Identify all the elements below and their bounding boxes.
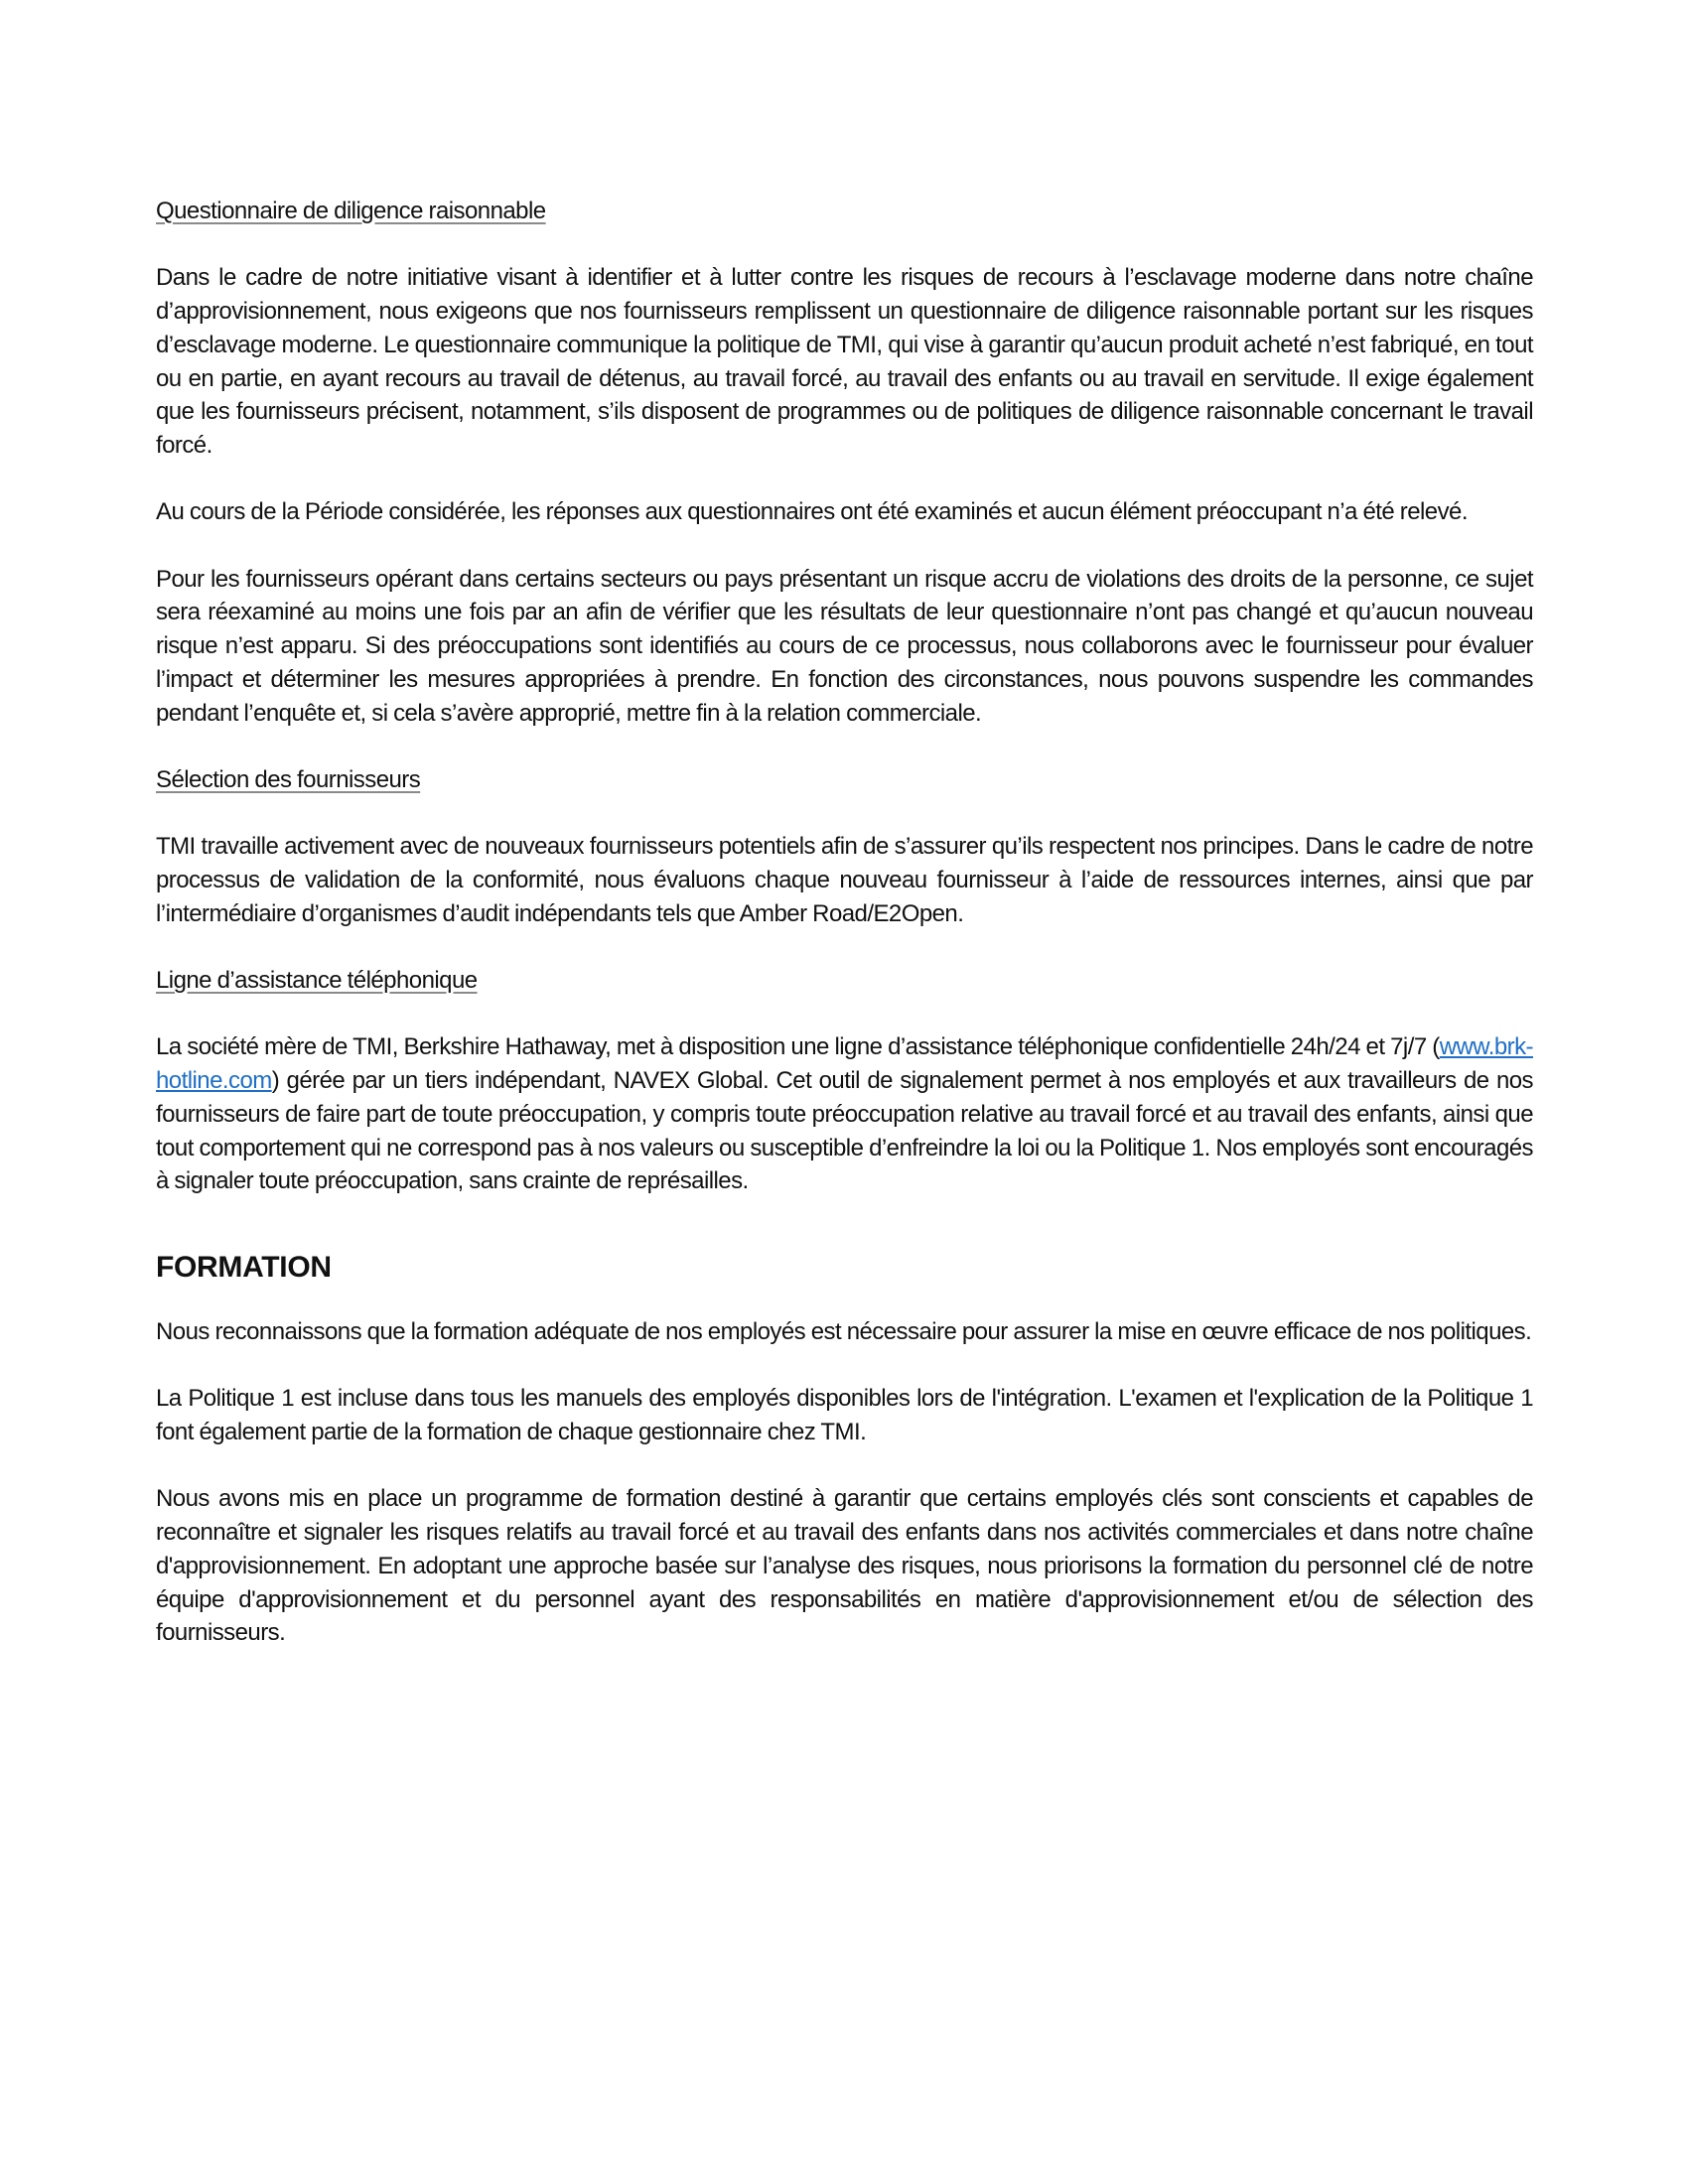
supplier-selection-paragraph: TMI travaille activement avec de nouveaux fournisseurs potentiels afin de s’assurer qu’ils respectent nos principes. Dans le cadre de notre processus de validation de la conformité, nous évaluons chaque nouveau fournisseur à l’aide de ressources internes, ainsi que par l’intermédiaire d’organismes d’audit indépendants tels que Amber Road/E2Open. [156, 833, 1533, 927]
questionnaire-heading: Questionnaire de diligence raisonnable [156, 198, 546, 224]
hotline-heading: Ligne d’assistance téléphonique [156, 967, 478, 995]
document-page [156, 195, 1533, 1684]
questionnaire-paragraph-1: Dans le cadre de notre initiative visant à identifier et à lutter contre les risques de recours à l’esclavage moderne dans notre chaîne d’approvisionnement, nous exigeons que nos fournisseurs remplissent un questionnaire de diligence raisonnable portant sur les risques d’esclavage moderne. Le questionnaire communique la politique de TMI, qui vise à garantir qu’aucun produit acheté n’est fabriqué, en tout ou en partie, en ayant recours au travail de détenus, au travail forcé, au travail des enfants ou au travail en servitude. Il exige également que les fournisseurs précisent, notamment, s’ils disposent de programmes ou de politiques de diligence raisonnable concernant le travail forcé. [156, 264, 1533, 459]
formation-paragraph-2: La Politique 1 est incluse dans tous les manuels des employés disponibles lors de l'intégration. L'examen et l'explication de la Politique 1 font également partie de la formation de chaque gestionnaire chez TMI. [156, 1385, 1533, 1446]
supplier-selection-heading: Sélection des fournisseurs [156, 765, 421, 793]
hotline-text-before-link: La société mère de TMI, Berkshire Hathaway, met à disposition une ligne d’assistance téléphonique confidentielle 24h/24 et 7j/7 ( [156, 1033, 1440, 1061]
formation-paragraph-1: Nous reconnaissons que la formation adéquate de nos employés est nécessaire pour assurer la mise en œuvre efficace de nos politiques. [156, 1317, 1532, 1345]
formation-section-title: FORMATION [156, 1250, 332, 1284]
hotline-link[interactable]: www.brk-hotline.com [156, 1033, 1533, 1095]
formation-paragraph-3: Nous avons mis en place un programme de formation destiné à garantir que certains employés clés sont conscients et capables de reconnaître et signaler les risques relatifs au travail forcé et au travail des enfants dans nos activités commerciales et dans notre chaîne d'approvisionnement. En adoptant une approche basée sur l’analyse des risques, nous priorisons la formation du personnel clé de notre équipe d'approvisionnement et du personnel ayant des responsabilités en matière d'approvisionnement et/ou de sélection des fournisseurs. [156, 1485, 1533, 1647]
hotline-text-after-link: ) gérée par un tiers indépendant, NAVEX Global. Cet outil de signalement permet à nos employés et aux travailleurs de nos fournisseurs de faire part de toute préoccupation, y compris toute préoccupation relative au travail forcé et au travail des enfants, ainsi que tout comportement qui ne correspond pas à nos valeurs ou susceptible d’enfreindre la loi ou la Politique 1. Nos employés sont encouragés à signaler toute préoccupation, sans crainte de représailles. [156, 1067, 1533, 1195]
hotline-paragraph [156, 1030, 1533, 1198]
questionnaire-paragraph-2: Au cours de la Période considérée, les réponses aux questionnaires ont été examinés et aucun élément préoccupant n’a été relevé. [156, 498, 1468, 526]
questionnaire-paragraph-3: Pour les fournisseurs opérant dans certains secteurs ou pays présentant un risque accru de violations des droits de la personne, ce sujet sera réexaminé au moins une fois par an afin de vérifier que les résultats de leur questionnaire n’ont pas changé et qu’aucun nouveau risque n’est apparu. Si des préoccupations sont identifiés au cours de ce processus, nous collaborons avec le fournisseur pour évaluer l’impact et déterminer les mesures appropriées à prendre. En fonction des circonstances, nous pouvons suspendre les commandes pendant l’enquête et, si cela s’avère approprié, mettre fin à la relation commerciale. [156, 565, 1533, 727]
